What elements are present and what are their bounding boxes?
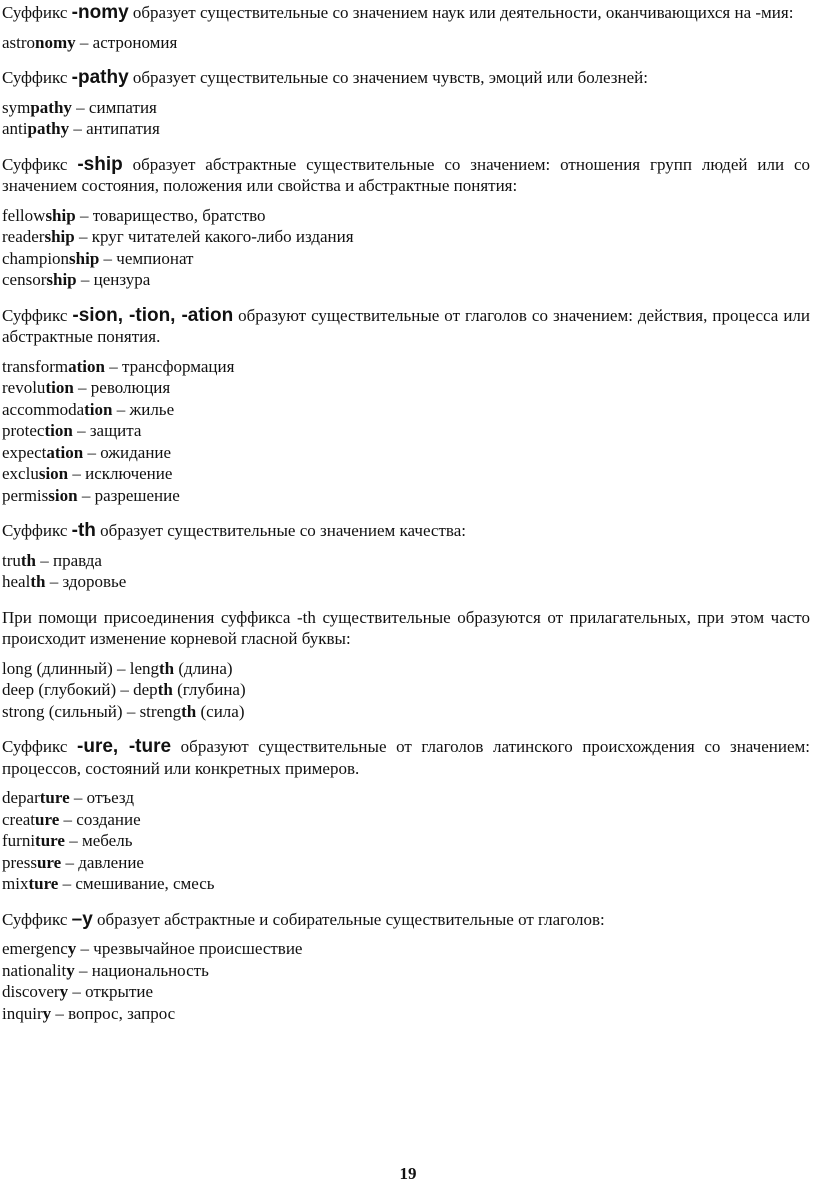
example-item: antipathy – антипатия (2, 119, 160, 138)
suffix-section-y (2, 909, 810, 1025)
section-intro (2, 154, 810, 197)
example-item: championship – чемпионат (2, 248, 194, 268)
example-item: protection – защита (2, 421, 142, 440)
example-item: health – здоровье (2, 572, 127, 591)
example-item: exclusion – исключение (2, 464, 173, 483)
intro-post: образует существительные со значением наук или деятельности, оканчивающихся на -мия: (128, 3, 794, 22)
example-item: readership – круг читателей какого-либо издания (2, 227, 354, 246)
intro-post: образует абстрактные существительные со значением: отношения групп людей или со значением состояния, положения или свойства и абстрактные понятия: (2, 154, 810, 195)
intro-pre: Суффикс (2, 521, 72, 540)
example-item: permission – разрешение (2, 485, 180, 505)
intro-post: образуют существительные от глаголов латинского происхождения со значением: процессов, состояний или конкретных примеров. (2, 737, 810, 778)
intro-suffix: -nomy (71, 2, 129, 23)
example-item: furniture – мебель (2, 831, 133, 850)
intro-post: образует существительные со значением чувств, эмоций или болезней: (128, 68, 648, 87)
intro-post: образуют существительные от глаголов со значением: действия, процесса или абстрактные понятия. (2, 305, 810, 346)
page-number: 19 (399, 1164, 417, 1183)
intro-suffix: -ship (77, 153, 123, 175)
intro-pre: Суффикс (2, 909, 72, 929)
suffix-section-tion (2, 305, 810, 507)
example-item: transformation – трансформация (2, 356, 235, 376)
section-intro (2, 607, 810, 650)
example-item: astronomy – астрономия (2, 32, 178, 52)
section-intro (2, 67, 810, 89)
example-item: expectation – ожидание (2, 442, 172, 462)
intro-pre: При помощи присоединения суффикса -th существительные образуются от прилагательных, при этом часто происходит изменение корневой гласной буквы: (2, 607, 810, 648)
example-list (2, 550, 810, 593)
intro-pre: Суффикс (2, 68, 72, 87)
example-item: long (длинный) – length (длина) (2, 658, 233, 678)
intro-pre: Суффикс (2, 305, 73, 325)
example-item: sympathy – симпатия (2, 97, 157, 117)
intro-suffix: -th (71, 520, 96, 541)
example-list (2, 938, 810, 1024)
example-item: mixture – смешивание, смесь (2, 874, 215, 893)
example-item: accommodation – жилье (2, 399, 175, 419)
intro-suffix: -sion, -tion, -ation (72, 304, 234, 326)
example-list (2, 32, 810, 54)
intro-pre: Суффикс (2, 154, 78, 174)
section-intro (2, 520, 810, 542)
example-item: departure – отъезд (2, 788, 134, 807)
section-intro (2, 305, 810, 348)
intro-pre: Суффикс (2, 737, 78, 756)
section-intro (2, 909, 810, 931)
example-item: revolution – революция (2, 378, 171, 397)
example-item: inquiry – вопрос, запрос (2, 1003, 176, 1023)
suffix-section-pathy (2, 67, 810, 140)
example-item: strong (сильный) – strength (сила) (2, 701, 245, 721)
example-list (2, 356, 810, 507)
example-item: fellowship – товарищество, братство (2, 205, 266, 225)
suffix-section-ship (2, 154, 810, 291)
section-intro (2, 2, 810, 24)
example-item: deep (глубокий) – depth (глубина) (2, 680, 246, 699)
section-intro (2, 736, 810, 779)
intro-suffix: -pathy (71, 67, 129, 88)
intro-post: образует абстрактные и собирательные существительные от глаголов: (92, 909, 605, 929)
example-list (2, 787, 810, 895)
intro-post: образует существительные со значением качества: (95, 521, 466, 540)
example-list (2, 97, 810, 140)
intro-pre: Суффикс (2, 3, 72, 22)
suffix-section-th (2, 520, 810, 593)
example-item: truth – правда (2, 550, 102, 570)
example-item: nationality – национальность (2, 960, 209, 980)
intro-suffix: –y (71, 908, 93, 930)
suffix-section-ture (2, 736, 810, 895)
suffix-section-th-adjectives (2, 607, 810, 723)
suffix-section-nomy (2, 2, 810, 53)
example-item: emergency – чрезвычайное происшествие (2, 939, 303, 958)
intro-suffix: -ure, -ture (77, 736, 172, 757)
example-item: censorship – цензура (2, 270, 151, 289)
example-item: pressure – давление (2, 852, 144, 872)
example-item: creature – создание (2, 809, 141, 829)
example-item: discovery – открытие (2, 982, 154, 1001)
example-list (2, 658, 810, 723)
example-list (2, 205, 810, 291)
